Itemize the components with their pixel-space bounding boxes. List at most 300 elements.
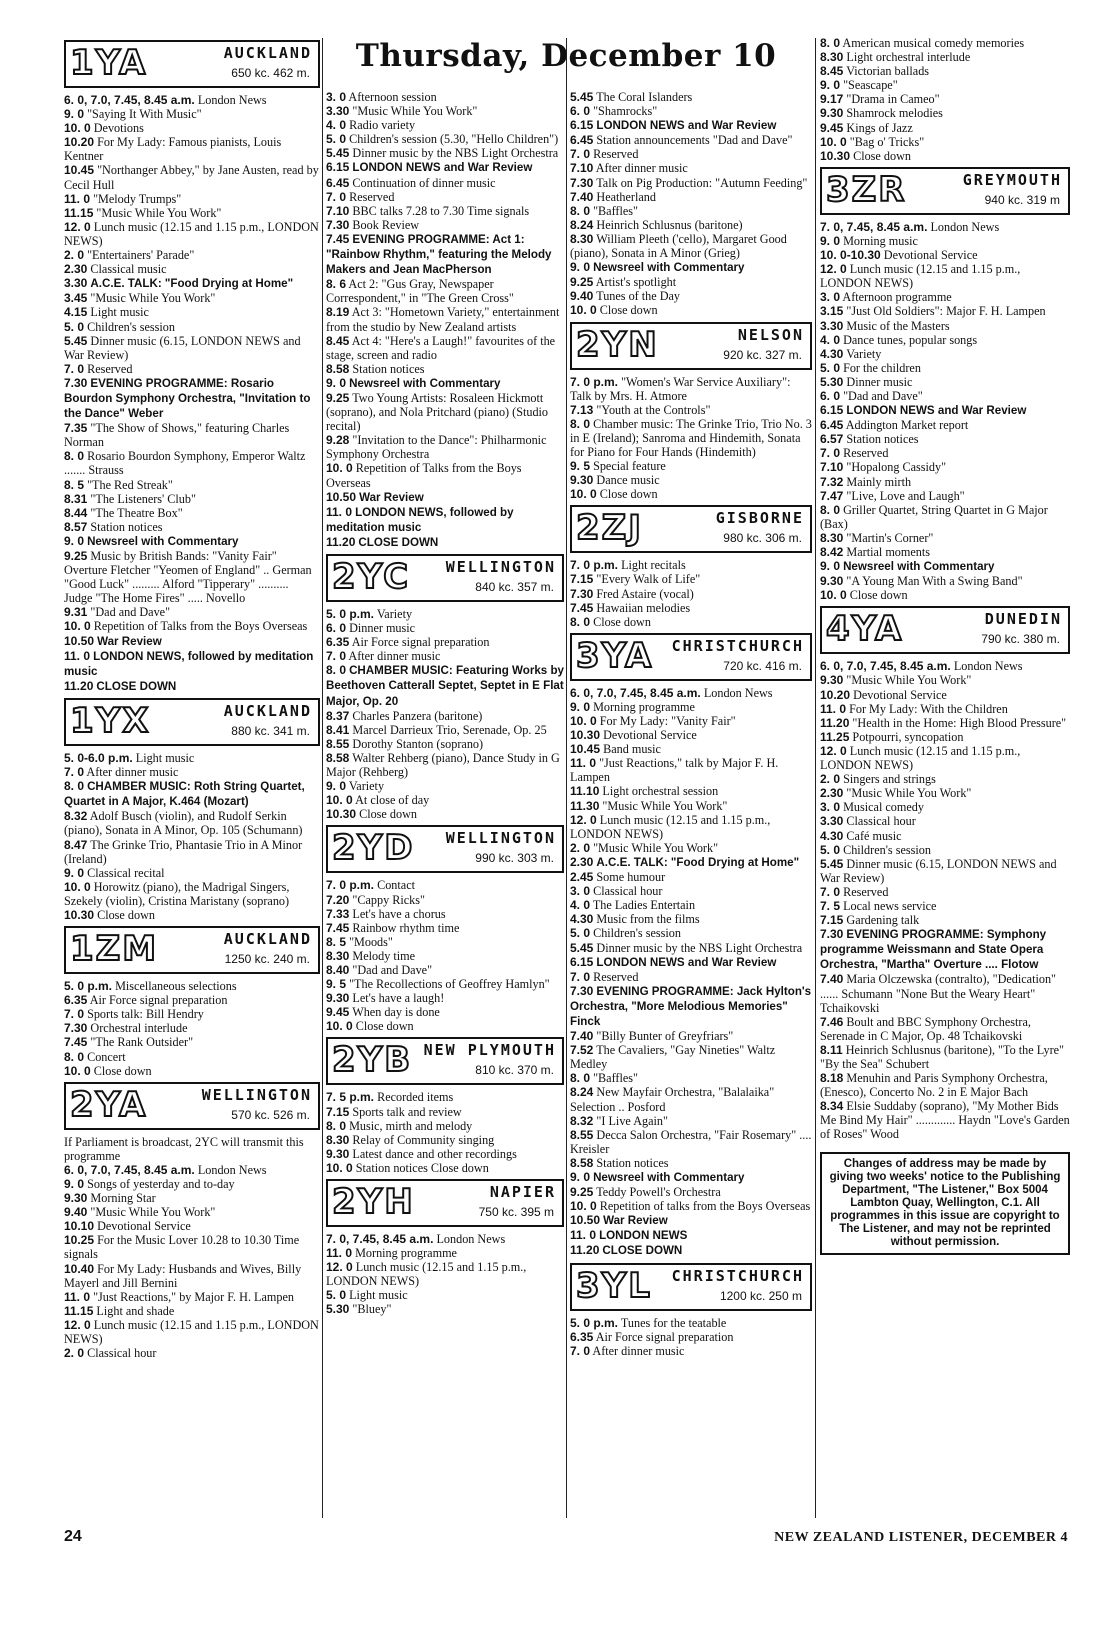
programme-item xyxy=(326,1019,564,1033)
programme-time: 7. 0 p.m. xyxy=(326,878,375,893)
programme-description: Dinner music xyxy=(846,374,913,389)
programme-time: 7. 0 p.m. xyxy=(570,558,619,573)
programme-item xyxy=(570,289,812,303)
station-frequency: 1200 kc. 250 m xyxy=(719,1288,802,1303)
programme-description: EVENING PROGRAMME: Jack Hylton's Orchestra, "More Melodious Memories" Finck xyxy=(570,984,812,1028)
programme-time: 12. 0 xyxy=(820,743,847,758)
programme-time: 9. 0 xyxy=(326,779,347,794)
programme-time: 9. 0 xyxy=(326,375,347,390)
programme-item xyxy=(570,375,812,403)
programme-description: The Coral Islanders xyxy=(596,90,693,104)
programme-description: Melody time xyxy=(352,948,416,963)
column-divider xyxy=(566,38,567,1518)
programme-description: Light orchestral interlude xyxy=(846,50,971,65)
programme-description: Close down xyxy=(359,807,417,822)
programme-time: 8. 0 xyxy=(64,779,85,794)
programme-item xyxy=(820,503,1070,531)
programme-time: 8.11 xyxy=(820,1042,843,1057)
programme-item xyxy=(64,1219,320,1233)
programme-description: The Ladies Entertain xyxy=(592,898,696,913)
station-header xyxy=(570,633,812,681)
programme-item xyxy=(326,132,564,146)
programme-description: Decca Salon Orchestra, "Fair Rosemary" .... Kreisler xyxy=(570,1127,812,1156)
programme-time: 8.30 xyxy=(570,231,594,246)
programme-description: Repetition of talks from the Boys Overseas xyxy=(599,1199,811,1214)
programme-description: Variety xyxy=(348,779,385,794)
station-header xyxy=(820,167,1070,215)
programme-time: 7.30 xyxy=(64,1021,88,1036)
programme-description: Dinner music by the NBS Light Orchestra xyxy=(352,146,559,161)
programme-description: "Every Walk of Life" xyxy=(596,572,701,587)
page-title: Thursday, December 10 xyxy=(355,38,777,74)
programme-item xyxy=(326,1260,564,1288)
programme-time: 10.30 xyxy=(326,807,357,822)
programme-time: 5. 0 xyxy=(326,1288,347,1303)
programme-item xyxy=(820,135,1070,149)
programme-item xyxy=(64,93,320,107)
programme-time: 7. 0 xyxy=(326,189,347,204)
programme-item xyxy=(64,421,320,449)
programme-item xyxy=(570,275,812,289)
programme-item xyxy=(326,190,564,204)
programme-description: Newsreel with Commentary xyxy=(87,534,239,548)
programme-description: "Music While You Work" xyxy=(90,291,216,306)
programme-description: "I Live Again" xyxy=(596,1113,668,1128)
programme-time: 6.35 xyxy=(326,635,350,650)
programme-time: 7. 0 xyxy=(326,649,347,664)
programme-description: Two Young Artists: Rosaleen Hickmott (soprano), and Nola Pritchard (piano) (Studio recital) xyxy=(326,390,549,434)
programme-time: 10. 0 xyxy=(64,619,91,634)
programme-description: Reserved xyxy=(349,189,395,204)
programme-description: BBC talks 7.28 to 7.30 Time signals xyxy=(352,203,530,218)
programme-item xyxy=(326,607,564,621)
programme-description: "Music While You Work" xyxy=(846,673,972,688)
programme-description: Griller Quartet, String Quartet in G Major (Bax) xyxy=(820,502,1048,531)
programme-description: "Northanger Abbey," by Jane Austen, read by Cecil Hull xyxy=(64,163,319,192)
programme-item xyxy=(64,376,320,421)
programme-time: 5.45 xyxy=(570,940,594,955)
station-city: NEW PLYMOUTH xyxy=(423,1041,556,1060)
programme-item xyxy=(570,813,812,841)
page-number: 24 xyxy=(64,1528,82,1545)
programme-time: 6.15 xyxy=(570,118,594,133)
programme-time: 3. 0 xyxy=(820,800,841,815)
programme-time: 7.40 xyxy=(570,1029,594,1044)
programme-description: Songs of yesterday and to-day xyxy=(87,1177,235,1191)
programme-time: 7.30 xyxy=(326,217,350,232)
programme-description: Light orchestral session xyxy=(602,784,719,799)
programme-time: 10. 0 xyxy=(570,303,597,318)
programme-item xyxy=(570,912,812,926)
programme-item xyxy=(326,977,564,991)
programme-time: 7.30 xyxy=(570,586,594,601)
programme-item xyxy=(570,161,812,175)
programme-description: "Drama in Cameo" xyxy=(846,92,940,107)
programme-item xyxy=(64,334,320,362)
programme-description: Dance music xyxy=(596,473,660,488)
programme-time: 7.40 xyxy=(570,189,594,204)
programme-description: Devotions xyxy=(93,121,144,136)
programme-time: 8. 0 xyxy=(570,416,591,431)
programme-item xyxy=(64,305,320,319)
programme-time: 2.30 xyxy=(570,854,594,869)
programme-item xyxy=(820,149,1070,163)
programme-time: 9. 5 xyxy=(570,459,591,474)
programme-description: Children's session xyxy=(593,926,681,941)
programme-description: Morning Star xyxy=(90,1191,156,1206)
programme-item xyxy=(326,907,564,921)
programme-time: 6. 0 xyxy=(570,104,591,119)
programme-item xyxy=(64,320,320,334)
programme-item xyxy=(820,1043,1070,1071)
programme-time: 5.45 xyxy=(820,856,844,871)
programme-time: 5. 0 xyxy=(570,926,591,941)
programme-time: 9. 0 xyxy=(820,559,841,574)
programme-time: 7. 0 xyxy=(64,1007,85,1022)
programme-time: 12. 0 xyxy=(570,812,597,827)
programme-item xyxy=(64,534,320,549)
programme-item xyxy=(820,786,1070,800)
programme-time: 5. 0 xyxy=(326,132,347,147)
programme-item xyxy=(820,333,1070,347)
programme-time: 8. 0 xyxy=(326,1118,347,1133)
programme-time: 7. 0 xyxy=(64,765,85,780)
station-header xyxy=(570,322,812,370)
programme-item xyxy=(64,549,320,605)
programme-description: Reserved xyxy=(593,969,639,984)
programme-item xyxy=(820,702,1070,716)
programme-time: 6. 0, 7.0, 7.45, 8.45 a.m. xyxy=(820,659,951,674)
programme-description: Radio variety xyxy=(349,118,416,133)
station-callsign: 1YX xyxy=(70,700,151,741)
programme-item xyxy=(64,478,320,492)
programme-item xyxy=(326,1005,564,1019)
programme-time: 10.30 xyxy=(570,728,601,743)
programme-description: Mainly mirth xyxy=(846,474,912,489)
programme-description: "Billy Bunter of Greyfriars" xyxy=(596,1029,734,1044)
station-city: AUCKLAND xyxy=(223,701,312,720)
programme-time: 6. 0, 7.0, 7.45, 8.45 a.m. xyxy=(64,93,195,107)
programme-time: 9. 0 xyxy=(570,260,591,275)
programme-time: 7.30 xyxy=(570,983,594,998)
programme-description: Menuhin and Paris Symphony Orchestra, (Enesco), Concerto No. 2 in E Major Bach xyxy=(820,1071,1048,1100)
programme-item xyxy=(820,389,1070,403)
programme-time: 5.45 xyxy=(64,333,88,348)
programme-time: 3.45 xyxy=(64,291,88,306)
programme-item xyxy=(820,121,1070,135)
programme-item xyxy=(820,290,1070,304)
programme-description: Charles Panzera (baritone) xyxy=(352,708,483,723)
programme-item xyxy=(820,475,1070,489)
station-programme xyxy=(570,375,812,502)
programme-description: Act 4: "Here's a Laugh!" favourites of the stage, screen and radio xyxy=(326,333,556,362)
programme-description: When day is done xyxy=(352,1005,440,1020)
programme-item xyxy=(64,779,320,809)
programme-description: Light music xyxy=(135,750,195,765)
programme-description: Close down xyxy=(97,907,155,922)
programme-description: Shamrock melodies xyxy=(846,106,943,121)
programme-description: Children's session xyxy=(843,842,931,857)
programme-time: 7.45 xyxy=(326,231,350,246)
programme-item xyxy=(820,927,1070,972)
programme-item xyxy=(570,870,812,884)
programme-time: 3.30 xyxy=(820,318,844,333)
programme-time: 10. 0 xyxy=(326,1160,353,1175)
programme-time: 11. 0 xyxy=(64,191,91,206)
programme-description: "Melody Trumps" xyxy=(93,191,182,206)
programme-time: 7.45 xyxy=(570,600,594,615)
programme-time: 8.47 xyxy=(64,837,88,852)
programme-description: Classical music xyxy=(90,262,167,277)
programme-item xyxy=(570,1344,812,1358)
programme-description: Dinner music xyxy=(349,621,416,636)
programme-time: 8. 0 xyxy=(820,36,841,50)
programme-item xyxy=(326,1246,564,1260)
programme-item xyxy=(64,1177,320,1191)
programme-time: 7.15 xyxy=(820,913,844,928)
programme-description: If Parliament is broadcast, 2YC will transmit this programme xyxy=(64,1134,304,1163)
programme-description: Light music xyxy=(90,305,149,320)
programme-time: 10.45 xyxy=(570,742,601,757)
station-header xyxy=(570,1263,812,1311)
programme-description: Morning programme xyxy=(593,699,695,714)
programme-time: 8. 0 xyxy=(570,614,591,629)
programme-description: Classical hour xyxy=(846,814,916,829)
station-frequency: 720 kc. 416 m. xyxy=(723,658,802,673)
programme-description: LONDON NEWS and War Review xyxy=(846,404,1027,418)
programme-item xyxy=(820,403,1070,418)
programme-description: London News xyxy=(703,685,773,700)
programme-item xyxy=(820,659,1070,673)
programme-description: Newsreel with Commentary xyxy=(593,1171,745,1184)
programme-description: A.C.E. TALK: "Food Drying at Home" xyxy=(596,855,800,869)
programme-description: "Seascape" xyxy=(843,78,898,93)
programme-item xyxy=(326,621,564,635)
programme-time: 10.30 xyxy=(64,907,95,922)
programme-item xyxy=(820,574,1070,588)
programme-description: "Music While You Work" xyxy=(593,840,719,855)
programme-item xyxy=(820,106,1070,120)
programme-description: London News xyxy=(930,219,1000,234)
programme-item xyxy=(570,1213,812,1228)
programme-item xyxy=(326,118,564,132)
programme-time: 8. 0 xyxy=(64,1049,85,1064)
programme-item xyxy=(820,545,1070,559)
programme-item xyxy=(820,78,1070,92)
station-programme xyxy=(820,220,1070,603)
programme-time: 7.30 xyxy=(64,375,88,390)
station-header xyxy=(570,505,812,553)
programme-time: 10. 0 xyxy=(64,1063,91,1078)
programme-time: 10.20 xyxy=(820,687,851,702)
station-callsign: 2YN xyxy=(576,324,659,365)
station-programme xyxy=(64,93,320,694)
programme-item xyxy=(64,866,320,880)
programme-item xyxy=(64,838,320,866)
station-city: DUNEDIN xyxy=(984,610,1062,629)
programme-description: LONDON NEWS and War Review xyxy=(352,161,533,175)
programme-item xyxy=(326,218,564,232)
station-programme xyxy=(326,878,564,1033)
programme-item xyxy=(570,1330,812,1344)
programme-item xyxy=(64,1135,320,1163)
station-programme xyxy=(820,659,1070,1141)
programme-description: American musical comedy memories xyxy=(842,36,1025,50)
programme-description: Close down xyxy=(593,614,651,629)
programme-time: 8. 0 xyxy=(326,663,347,678)
programme-time: 10. 0 xyxy=(64,121,91,136)
programme-time: 9.17 xyxy=(820,92,844,107)
programme-time: 9.30 xyxy=(820,673,844,688)
station-programme xyxy=(326,607,564,821)
programme-description: For the Music Lover 10.28 to 10.30 Time signals xyxy=(64,1233,300,1262)
programme-item xyxy=(570,1243,812,1258)
programme-time: 10.20 xyxy=(64,135,95,150)
station-frequency: 980 kc. 306 m. xyxy=(723,531,802,546)
programme-time: 7.10 xyxy=(570,161,594,176)
programme-description: "Bluey" xyxy=(352,1302,392,1317)
programme-item xyxy=(820,262,1070,290)
programme-item xyxy=(326,649,564,663)
programme-item xyxy=(326,1090,564,1104)
programme-description: Lunch music (12.15 and 1.15 p.m., LONDON NEWS) xyxy=(820,743,1021,773)
station-header xyxy=(64,698,320,746)
programme-description: Latest dance and other recordings xyxy=(352,1146,517,1161)
programme-item xyxy=(820,64,1070,78)
programme-time: 10.40 xyxy=(64,1261,95,1276)
programme-item xyxy=(570,855,812,870)
programme-time: 9. 0 xyxy=(570,1170,591,1184)
programme-time: 8.24 xyxy=(570,217,594,232)
programme-item xyxy=(820,1071,1070,1099)
programme-item xyxy=(570,147,812,161)
programme-description: LONDON NEWS and War Review xyxy=(596,955,777,969)
programme-description: "Dad and Dave" xyxy=(90,605,171,620)
programme-time: 10. 0-10.30 xyxy=(820,248,881,263)
programme-time: 12. 0 xyxy=(326,1260,353,1275)
programme-description: Book Review xyxy=(352,217,420,232)
programme-time: 5.45 xyxy=(570,90,594,104)
programme-time: 9.30 xyxy=(820,106,844,121)
programme-time: 5.45 xyxy=(326,146,350,161)
programme-time: 11. 0 xyxy=(570,1228,597,1243)
programme-description: "Just Reactions," talk by Major F. H. Lampen xyxy=(570,756,779,785)
programme-time: 9.30 xyxy=(64,1191,88,1206)
programme-time: 11.15 xyxy=(64,1303,94,1318)
programme-item xyxy=(326,204,564,218)
programme-description: Close down xyxy=(599,303,658,318)
programme-item xyxy=(64,163,320,191)
station-callsign: 1YA xyxy=(70,43,148,83)
programme-description: "The Rank Outsider" xyxy=(90,1035,194,1050)
programme-item xyxy=(570,104,812,118)
programme-item xyxy=(326,963,564,977)
programme-item xyxy=(570,90,812,104)
programme-description: London News xyxy=(197,93,267,107)
station-callsign: 2YA xyxy=(70,1084,148,1125)
programme-item xyxy=(326,362,564,376)
programme-item xyxy=(326,1105,564,1119)
station-programme xyxy=(570,558,812,628)
programme-description: Teddy Powell's Orchestra xyxy=(596,1185,721,1200)
programme-description: The Cavaliers, "Gay Nineties" Waltz Medley xyxy=(570,1043,776,1072)
programme-item xyxy=(820,688,1070,702)
programme-time: 4.15 xyxy=(64,305,88,320)
programme-time: 8.41 xyxy=(326,722,350,737)
station-header xyxy=(326,554,564,602)
programme-item xyxy=(326,232,564,277)
programme-description: Music by British Bands: "Vanity Fair" Overture Fletcher "Yeomen of England" .. German "Good Luck" ......... Alford "Tipperary" .......... Judge "The Home Fires" ..... Novello xyxy=(64,549,312,606)
programme-description: William Pleeth ('cello), Margaret Good (piano), Sonata in A Minor (Grieg) xyxy=(570,231,787,261)
programme-item xyxy=(326,90,564,104)
station-callsign: 3YL xyxy=(576,1265,652,1306)
programme-description: Reserved xyxy=(593,147,639,162)
station-callsign: 2YB xyxy=(332,1040,413,1081)
programme-description: Local news service xyxy=(843,898,937,913)
programme-time: 8.30 xyxy=(820,50,844,65)
programme-item xyxy=(570,784,812,798)
programme-description: "Invitation to the Dance": Philharmonic Symphony Orchestra xyxy=(326,433,547,462)
programme-time: 8. 0 xyxy=(820,502,841,517)
programme-description: "The Show of Shows," featuring Charles Norman xyxy=(64,421,290,450)
programme-item xyxy=(326,1119,564,1133)
programme-item xyxy=(326,807,564,821)
programme-item xyxy=(570,1170,812,1185)
programme-item xyxy=(64,1233,320,1261)
programme-description: Newsreel with Commentary xyxy=(843,560,995,574)
station-callsign: 2YD xyxy=(332,828,415,869)
programme-description: Elsie Suddaby (soprano), "My Mother Bids Me Bind My Hair" ............. Haydn "Love's Garden of Roses" Wood xyxy=(820,1099,1070,1142)
programme-description: Hawaiian melodies xyxy=(596,600,691,615)
programme-description: CLOSE DOWN xyxy=(602,1244,683,1258)
programme-description: Station announcements "Dad and Dave" xyxy=(596,133,793,148)
programme-item xyxy=(326,991,564,1005)
programme-time: 9. 0 xyxy=(820,78,841,93)
programme-item xyxy=(820,92,1070,106)
programme-item xyxy=(820,446,1070,460)
programme-item xyxy=(64,192,320,206)
programme-item xyxy=(64,248,320,262)
programme-description: London News xyxy=(197,1162,267,1177)
programme-item xyxy=(570,970,812,984)
programme-time: 10. 0 xyxy=(820,134,847,149)
programme-description: For My Lady: Famous pianists, Louis Kentner xyxy=(64,135,282,164)
programme-description: "Dad and Dave" xyxy=(352,962,433,977)
programme-item xyxy=(64,880,320,908)
programme-description: "The Listeners' Club" xyxy=(90,491,196,506)
programme-time: 3. 0 xyxy=(326,90,347,104)
station-programme xyxy=(570,1316,812,1358)
programme-item xyxy=(326,1161,564,1175)
programme-description: Let's have a chorus xyxy=(352,906,446,921)
station-header xyxy=(64,40,320,88)
programme-time: 8. 0 xyxy=(64,449,85,464)
programme-item xyxy=(570,473,812,487)
programme-item xyxy=(820,36,1070,50)
programme-description: Sports talk: Bill Hendry xyxy=(87,1007,204,1022)
programme-description: Heinrich Schlusnus (baritone) xyxy=(596,217,743,232)
programme-item xyxy=(64,1035,320,1049)
programme-description: "Saying It With Music" xyxy=(87,107,202,122)
programme-time: 10.25 xyxy=(64,1233,95,1248)
programme-time: 8.19 xyxy=(326,305,350,320)
programme-time: 7.10 xyxy=(326,203,350,218)
programme-item xyxy=(326,391,564,433)
programme-time: 12. 0 xyxy=(64,219,91,234)
programme-item xyxy=(820,730,1070,744)
programme-description: War Review xyxy=(603,1214,668,1228)
programme-item xyxy=(64,1064,320,1078)
